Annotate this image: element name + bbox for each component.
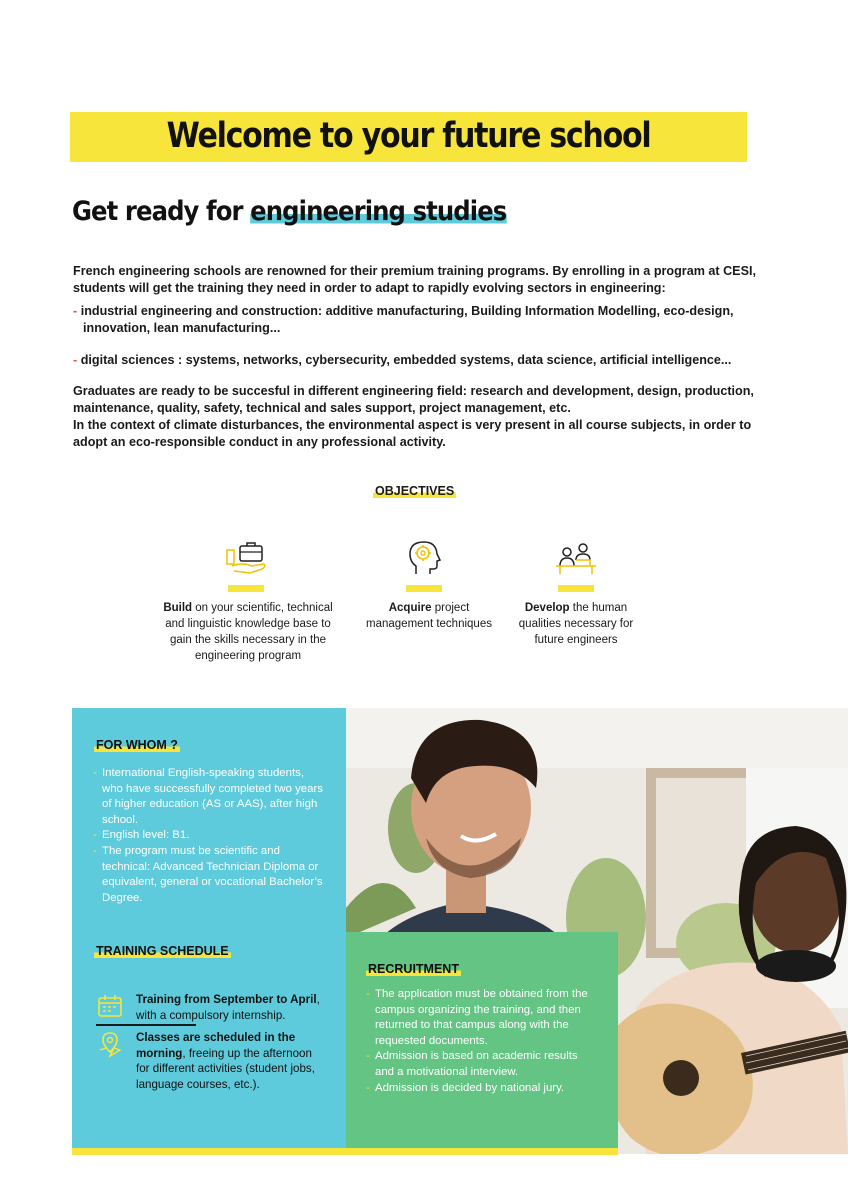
subtitle-prefix: Get ready for bbox=[72, 196, 251, 227]
objectives-heading: OBJECTIVES bbox=[375, 484, 455, 498]
intro-bullet-continued: innovation, lean manufacturing... bbox=[83, 321, 281, 335]
objective-text: Develop the human qualities necessary for future engineers bbox=[518, 602, 634, 646]
map-pin-icon bbox=[96, 1030, 124, 1058]
list-item: - The application must be obtained from the campus organizing the training, and then returned to that campus along with the requested documents. bbox=[366, 987, 598, 1049]
schedule-text: Classes are scheduled in the morning, freeing up the afternoon for different activities (student jobs, language courses, etc.). bbox=[136, 1031, 315, 1091]
intro-text bbox=[73, 263, 773, 451]
objective-underline bbox=[228, 585, 264, 592]
subtitle-highlight: engineering studies bbox=[250, 196, 507, 227]
for-whom-list bbox=[93, 766, 323, 906]
list-item: - English level: B1. bbox=[93, 828, 323, 844]
bottom-accent-line bbox=[72, 1148, 618, 1155]
objective-text: Acquire project management techniques bbox=[366, 602, 492, 630]
for-whom-heading: FOR WHOM ? bbox=[96, 738, 178, 752]
training-schedule-heading: TRAINING SCHEDULE bbox=[96, 944, 229, 958]
hand-briefcase-icon bbox=[222, 540, 270, 580]
head-gears-icon bbox=[400, 538, 448, 578]
people-team-icon bbox=[552, 538, 600, 578]
objective-text: Build on your scientific, technical and linguistic knowledge base to gain the skills necessary in the engineering program bbox=[163, 602, 333, 662]
intro-bullet: - digital sciences : systems, networks, cybersecurity, embedded systems, data science, artificial intelligence... bbox=[73, 353, 732, 367]
intro-paragraph: In the context of climate disturbances, the environmental aspect is very present in all course subjects, in order to adopt an eco-responsible conduct in any professional activity. bbox=[73, 418, 752, 449]
list-item: - Admission is based on academic results and a motivational interview. bbox=[366, 1049, 598, 1080]
intro-bullet: - industrial engineering and construction: additive manufacturing, Building Information Modelling, eco-design, bbox=[73, 304, 734, 318]
title-banner bbox=[70, 112, 747, 162]
recruitment-list bbox=[366, 987, 598, 1096]
calendar-icon bbox=[96, 992, 124, 1020]
recruitment-heading: RECRUITMENT bbox=[368, 962, 459, 976]
schedule-divider bbox=[96, 1024, 196, 1026]
objective-underline bbox=[558, 585, 594, 592]
section-subtitle bbox=[72, 196, 506, 227]
schedule-text: Training from September to April, with a compulsory internship. bbox=[136, 993, 320, 1022]
intro-paragraph: Graduates are ready to be succesful in different engineering field: research and development, design, production, maintenance, quality, safety, technical and sales support, project management, etc. bbox=[73, 384, 754, 415]
list-item: - The program must be scientific and technical: Advanced Technician Diploma or equivalent, general or vocational Bachelor’s Degree. bbox=[93, 844, 323, 906]
objective-underline bbox=[406, 585, 442, 592]
intro-paragraph: French engineering schools are renowned for their premium training programs. By enrolling in a program at CESI, students will get the training they need in order to adapt to rapidly evolving sectors in engineering: bbox=[73, 264, 756, 295]
page-title: Welcome to your future school bbox=[166, 116, 651, 156]
list-item: - Admission is decided by national jury. bbox=[366, 1081, 598, 1097]
list-item: - International English-speaking students, who have successfully completed two years of higher education (AS or AAS), after high school. bbox=[93, 766, 323, 828]
